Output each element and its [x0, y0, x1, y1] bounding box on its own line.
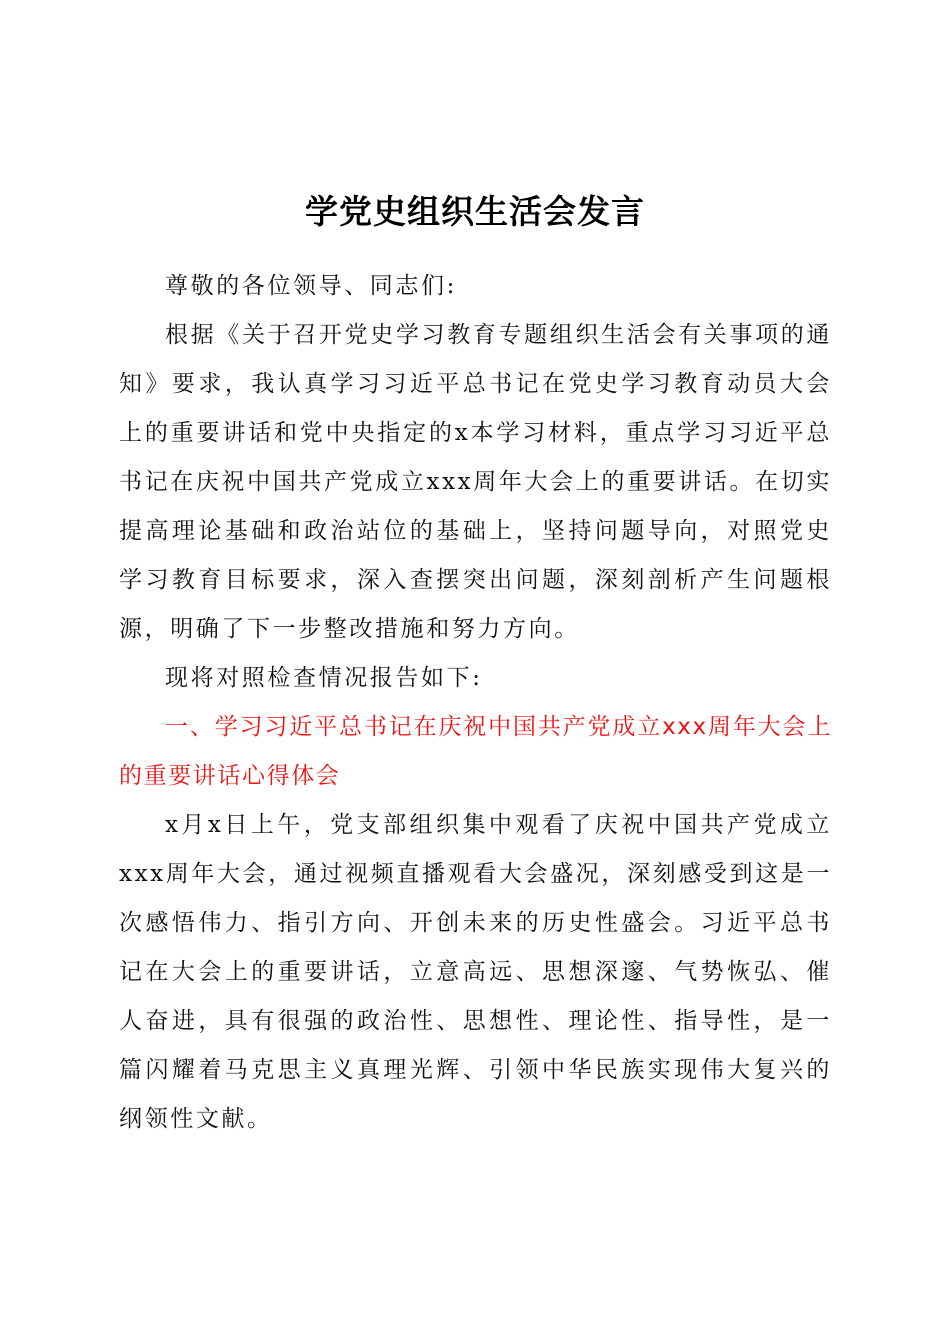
intro-paragraph: 根据《关于召开党史学习教育专题组织生活会有关事项的通知》要求，我认真学习习近平总书记在党史学习教育动员大会上的重要讲话和党中央指定的x本学习材料，重点学习习近平总书记在庆祝中国共产党成立xxx周年大会上的重要讲话。在切实提高理论基础和政治站位的基础上，坚持问题导向，对照党史学习教育目标要求，深入查摆突出问题，深刻剖析产生问题根源，明确了下一步整改措施和努力方向。 [119, 322, 832, 642]
section-heading-1: 一、学习习近平总书记在庆祝中国共产党成立xxx周年大会上的重要讲话心得体会 [119, 714, 832, 789]
document-title: 学党史组织生活会发言 [305, 192, 645, 231]
salutation: 尊敬的各位领导、同志们: [165, 273, 457, 299]
section-1-paragraph: x月x日上午，党支部组织集中观看了庆祝中国共产党成立xxx周年大会，通过视频直播观看大会盛况，深刻感受到这是一次感悟伟力、指引方向、开创未来的历史性盛会。习近平总书记在大会上的重要讲话，立意高远、思想深邃、气势恢弘、催人奋进，具有很强的政治性、思想性、理论性、指导性，是一篇闪耀着马克思主义真理光辉、引领中华民族实现伟大复兴的纲领性文献。 [119, 812, 832, 1132]
document-body [119, 262, 832, 1144]
report-lead-paragraph: 现将对照检查情况报告如下: [165, 665, 483, 691]
